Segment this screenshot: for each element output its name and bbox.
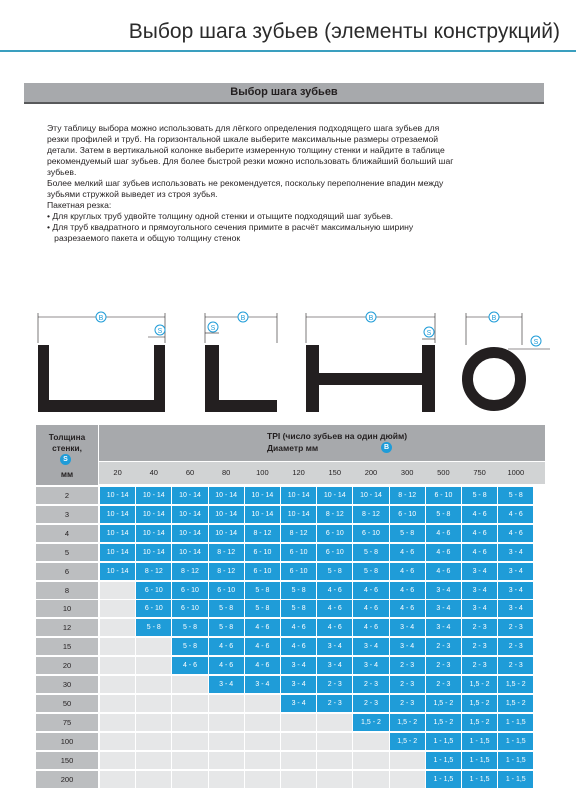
pitch-cell: 5 - 8 — [172, 619, 207, 636]
pitch-cell: 4 - 6 — [281, 638, 316, 655]
pitch-cell: 3 - 4 — [281, 676, 316, 693]
diameter-cell: 750 — [473, 468, 486, 477]
empty-cell — [317, 752, 352, 769]
empty-cell — [353, 733, 388, 750]
pitch-cell: 2 - 3 — [390, 695, 425, 712]
pitch-cell: 3 - 4 — [281, 695, 316, 712]
channel-profile — [38, 312, 165, 412]
pitch-cell: 5 - 8 — [209, 619, 244, 636]
table-row — [36, 563, 545, 581]
intro-line: зубьями стружкой выведет из строя зубья. — [47, 189, 218, 199]
pitch-cell: 5 - 8 — [172, 638, 207, 655]
pitch-cell: 10 - 14 — [100, 525, 135, 542]
empty-cell — [136, 657, 171, 674]
diameter-cell: 40 — [149, 468, 158, 477]
pitch-cell: 1 - 1,5 — [426, 771, 461, 788]
empty-cell — [100, 600, 135, 617]
pitch-cell: 4 - 6 — [390, 563, 425, 580]
pitch-cell: 10 - 14 — [281, 506, 316, 523]
empty-cell — [353, 752, 388, 769]
pitch-cell: 4 - 6 — [281, 619, 316, 636]
pitch-cell: 4 - 6 — [462, 506, 497, 523]
table-row — [36, 619, 545, 637]
pitch-cell: 10 - 14 — [136, 487, 171, 504]
empty-cell — [317, 771, 352, 788]
pitch-cell: 6 - 10 — [209, 582, 244, 599]
pitch-cell: 1 - 1,5 — [498, 714, 533, 731]
empty-cell — [281, 752, 316, 769]
pitch-cell: 4 - 6 — [245, 638, 280, 655]
thickness-cell: 15 — [36, 638, 98, 655]
pitch-cell: 2 - 3 — [353, 676, 388, 693]
pitch-cell: 10 - 14 — [209, 506, 244, 523]
thickness-cell: 2 — [36, 487, 98, 504]
pitch-cell: 4 - 6 — [426, 544, 461, 561]
intro-line: • Для круглых труб удвойте толщину одной стенки и отыщите подходящий шаг зубьев. — [47, 211, 394, 221]
intro-line: • Для труб квадратного и прямоугольного сечения примите в расчёт максимальную ширину — [47, 222, 414, 232]
thickness-header-label: Толщина — [48, 432, 86, 442]
pitch-cell: 2 - 3 — [498, 638, 533, 655]
pitch-cell: 4 - 6 — [426, 525, 461, 542]
intro-line: Более мелкий шаг зубьев использовать не рекомендуется, поскольку переполнение впадин между — [47, 178, 444, 188]
page-title: Выбор шага зубьев (элементы конструкций) — [128, 20, 560, 43]
pitch-cell: 6 - 10 — [172, 600, 207, 617]
empty-cell — [100, 695, 135, 712]
empty-cell — [172, 676, 207, 693]
pitch-cell: 10 - 14 — [136, 544, 171, 561]
pitch-cell: 2 - 3 — [498, 619, 533, 636]
svg-text:B: B — [98, 315, 104, 322]
pitch-cell: 2 - 3 — [426, 657, 461, 674]
pitch-cell: 10 - 14 — [245, 487, 280, 504]
thickness-cell: 75 — [36, 714, 98, 731]
pitch-cell: 6 - 10 — [426, 487, 461, 504]
pitch-cell: 8 - 12 — [136, 563, 171, 580]
diameter-cell: 120 — [292, 468, 305, 477]
empty-cell — [390, 752, 425, 769]
pitch-cell: 4 - 6 — [317, 600, 352, 617]
pitch-cell: 4 - 6 — [353, 619, 388, 636]
pitch-cell: 10 - 14 — [353, 487, 388, 504]
pitch-cell: 1,5 - 2 — [462, 676, 497, 693]
pitch-cell: 6 - 10 — [245, 563, 280, 580]
empty-cell — [209, 714, 244, 731]
empty-cell — [100, 752, 135, 769]
svg-text:S: S — [533, 339, 539, 346]
svg-text:B: B — [240, 315, 246, 322]
pitch-cell: 4 - 6 — [390, 600, 425, 617]
pitch-cell: 3 - 4 — [390, 619, 425, 636]
thickness-header-label: стенки, — [52, 443, 82, 453]
pitch-cell: 5 - 8 — [353, 544, 388, 561]
intro-line: Эту таблицу выбора можно использовать для лёгкого определения подходящего шага зубьев для — [47, 123, 440, 133]
pitch-cell: 4 - 6 — [317, 582, 352, 599]
pitch-cell: 2 - 3 — [390, 676, 425, 693]
pitch-cell: 4 - 6 — [353, 582, 388, 599]
diameter-cell: 20 — [113, 468, 122, 477]
intro-line: рекомендуемый шаг зубьев. Для более быстрой резки можно использовать ближайший больший шаг — [47, 156, 454, 166]
pitch-cell: 3 - 4 — [353, 657, 388, 674]
pitch-cell: 3 - 4 — [209, 676, 244, 693]
table-row — [36, 544, 545, 562]
pitch-cell: 4 - 6 — [462, 525, 497, 542]
table-row — [36, 487, 545, 505]
empty-cell — [136, 638, 171, 655]
pitch-cell: 1,5 - 2 — [462, 695, 497, 712]
pitch-cell: 5 - 8 — [390, 525, 425, 542]
pitch-cell: 1,5 - 2 — [426, 695, 461, 712]
pitch-cell: 3 - 4 — [317, 657, 352, 674]
thickness-cell: 3 — [36, 506, 98, 523]
pitch-cell: 4 - 6 — [209, 638, 244, 655]
pitch-cell: 1,5 - 2 — [353, 714, 388, 731]
empty-cell — [136, 676, 171, 693]
pitch-cell: 3 - 4 — [462, 582, 497, 599]
empty-cell — [100, 657, 135, 674]
pitch-cell: 3 - 4 — [317, 638, 352, 655]
thickness-cell: 12 — [36, 619, 98, 636]
thickness-header — [36, 425, 98, 485]
thickness-cell: 20 — [36, 657, 98, 674]
pitch-cell: 4 - 6 — [390, 544, 425, 561]
empty-cell — [209, 695, 244, 712]
diameter-cell: 80 — [222, 468, 231, 477]
empty-cell — [100, 714, 135, 731]
empty-cell — [172, 714, 207, 731]
pitch-cell: 1,5 - 2 — [498, 695, 533, 712]
pitch-cell: 2 - 3 — [462, 657, 497, 674]
pitch-cell: 8 - 12 — [209, 544, 244, 561]
pitch-cell: 4 - 6 — [317, 619, 352, 636]
table-row — [36, 676, 545, 694]
title-divider — [0, 50, 576, 52]
pitch-cell: 10 - 14 — [172, 544, 207, 561]
table-row — [36, 657, 545, 675]
thickness-cell: 5 — [36, 544, 98, 561]
svg-text:S: S — [157, 328, 163, 335]
pitch-cell: 10 - 14 — [209, 525, 244, 542]
empty-cell — [245, 733, 280, 750]
svg-text:S: S — [426, 330, 432, 337]
intro-line: резки профилей и труб. На горизонтальной шкале выберите максимальные размеры отрезаемой — [47, 134, 439, 144]
pitch-cell: 10 - 14 — [172, 487, 207, 504]
pitch-cell: 5 - 8 — [281, 600, 316, 617]
pitch-cell: 5 - 8 — [462, 487, 497, 504]
empty-cell — [100, 582, 135, 599]
empty-cell — [136, 695, 171, 712]
pitch-cell: 2 - 3 — [426, 638, 461, 655]
pitch-cell: 2 - 3 — [498, 657, 533, 674]
tooth-pitch-table — [36, 425, 545, 789]
table-row — [36, 525, 545, 543]
pitch-cell: 10 - 14 — [317, 487, 352, 504]
pitch-cell: 5 - 8 — [245, 582, 280, 599]
empty-cell — [317, 714, 352, 731]
empty-cell — [281, 771, 316, 788]
tpi-header-label: TPI (число зубьев на один дюйм) — [267, 431, 408, 441]
tube-profile — [466, 312, 550, 406]
pitch-cell: 1,5 - 2 — [390, 714, 425, 731]
table-row — [36, 733, 545, 751]
section-header: Выбор шага зубьев — [24, 83, 544, 104]
pitch-cell: 2 - 3 — [390, 657, 425, 674]
table-row — [36, 638, 545, 656]
table-row — [36, 600, 545, 618]
empty-cell — [100, 771, 135, 788]
pitch-cell: 4 - 6 — [426, 563, 461, 580]
empty-cell — [390, 771, 425, 788]
pitch-cell: 3 - 4 — [462, 600, 497, 617]
pitch-cell: 8 - 12 — [317, 506, 352, 523]
thickness-cell: 8 — [36, 582, 98, 599]
pitch-cell: 3 - 4 — [462, 563, 497, 580]
pitch-cell: 4 - 6 — [172, 657, 207, 674]
pitch-cell: 2 - 3 — [317, 695, 352, 712]
pitch-cell: 1,5 - 2 — [498, 676, 533, 693]
pitch-cell: 3 - 4 — [426, 619, 461, 636]
pitch-cell: 8 - 12 — [172, 563, 207, 580]
pitch-cell: 3 - 4 — [426, 582, 461, 599]
pitch-cell: 10 - 14 — [100, 544, 135, 561]
pitch-cell: 2 - 3 — [462, 619, 497, 636]
pitch-cell: 2 - 3 — [353, 695, 388, 712]
diameter-cell: 150 — [328, 468, 342, 477]
pitch-cell: 4 - 6 — [245, 657, 280, 674]
table-row — [36, 695, 545, 713]
empty-cell — [209, 752, 244, 769]
intro-line: разрезаемого пакета и общую толщину стенок — [47, 233, 241, 243]
pitch-cell: 5 - 8 — [498, 487, 533, 504]
pitch-cell: 1 - 1,5 — [462, 771, 497, 788]
pitch-cell: 6 - 10 — [317, 525, 352, 542]
pitch-cell: 3 - 4 — [426, 600, 461, 617]
empty-cell — [172, 771, 207, 788]
pitch-cell: 1 - 1,5 — [462, 733, 497, 750]
pitch-cell: 2 - 3 — [462, 638, 497, 655]
pitch-cell: 5 - 8 — [245, 600, 280, 617]
pitch-cell: 3 - 4 — [498, 600, 533, 617]
diameter-cell: 1000 — [507, 468, 525, 477]
pitch-cell: 10 - 14 — [136, 525, 171, 542]
intro-line: детали. Затем в вертикальной колонке выберите измеренную толщину стенки и найдите в таблице — [47, 145, 445, 155]
empty-cell — [136, 733, 171, 750]
pitch-cell: 10 - 14 — [100, 563, 135, 580]
pitch-cell: 8 - 12 — [353, 506, 388, 523]
pitch-cell: 3 - 4 — [498, 563, 533, 580]
pitch-cell: 10 - 14 — [100, 506, 135, 523]
diameter-cell: 500 — [437, 468, 450, 477]
empty-cell — [209, 733, 244, 750]
empty-cell — [100, 638, 135, 655]
pitch-cell: 1 - 1,5 — [426, 733, 461, 750]
pitch-cell: 8 - 12 — [390, 487, 425, 504]
pitch-cell: 3 - 4 — [390, 638, 425, 655]
pitch-cell: 10 - 14 — [245, 506, 280, 523]
pitch-cell: 2 - 3 — [426, 676, 461, 693]
thickness-unit: мм — [60, 469, 74, 479]
pitch-cell: 4 - 6 — [498, 525, 533, 542]
diameter-cell: 100 — [256, 468, 269, 477]
thickness-cell: 6 — [36, 563, 98, 580]
thickness-cell: 4 — [36, 525, 98, 542]
diameter-row — [99, 462, 545, 484]
intro-line: Пакетная резка: — [47, 200, 112, 210]
profile-diagrams — [30, 305, 560, 420]
empty-cell — [317, 733, 352, 750]
diameter-header-label: Диаметр мм — [267, 443, 319, 453]
svg-text:B: B — [368, 315, 374, 322]
thickness-cell: 100 — [36, 733, 98, 750]
s-symbol-badge: S — [60, 454, 71, 465]
tpi-header — [99, 425, 545, 461]
pitch-cell: 8 - 12 — [281, 525, 316, 542]
pitch-cell: 8 - 12 — [245, 525, 280, 542]
empty-cell — [209, 771, 244, 788]
pitch-cell: 3 - 4 — [245, 676, 280, 693]
empty-cell — [245, 695, 280, 712]
pitch-cell: 5 - 8 — [426, 506, 461, 523]
pitch-cell: 10 - 14 — [209, 487, 244, 504]
intro-text — [47, 123, 527, 244]
empty-cell — [100, 619, 135, 636]
table-row — [36, 582, 545, 600]
pitch-cell: 6 - 10 — [390, 506, 425, 523]
pitch-cell: 4 - 6 — [462, 544, 497, 561]
pitch-cell: 3 - 4 — [498, 544, 533, 561]
pitch-cell: 3 - 4 — [281, 657, 316, 674]
pitch-cell: 6 - 10 — [281, 563, 316, 580]
pitch-cell: 6 - 10 — [245, 544, 280, 561]
empty-cell — [353, 771, 388, 788]
table-row — [36, 714, 545, 732]
thickness-cell: 50 — [36, 695, 98, 712]
pitch-cell: 6 - 10 — [317, 544, 352, 561]
thickness-cell: 30 — [36, 676, 98, 693]
pitch-cell: 10 - 14 — [100, 487, 135, 504]
pitch-cell: 4 - 6 — [353, 600, 388, 617]
pitch-cell: 6 - 10 — [136, 582, 171, 599]
pitch-cell: 10 - 14 — [172, 506, 207, 523]
empty-cell — [172, 695, 207, 712]
pitch-cell: 6 - 10 — [136, 600, 171, 617]
pitch-cell: 2 - 3 — [317, 676, 352, 693]
pitch-cell: 6 - 10 — [353, 525, 388, 542]
empty-cell — [136, 714, 171, 731]
pitch-cell: 8 - 12 — [209, 563, 244, 580]
pitch-cell: 1 - 1,5 — [498, 752, 533, 769]
empty-cell — [245, 771, 280, 788]
pitch-cell: 10 - 14 — [281, 487, 316, 504]
empty-cell — [281, 714, 316, 731]
thickness-cell: 10 — [36, 600, 98, 617]
pitch-cell: 5 - 8 — [317, 563, 352, 580]
pitch-cell: 5 - 8 — [136, 619, 171, 636]
pitch-cell: 1 - 1,5 — [426, 752, 461, 769]
svg-text:B: B — [491, 315, 497, 322]
empty-cell — [100, 733, 135, 750]
pitch-cell: 4 - 6 — [498, 506, 533, 523]
b-symbol-badge: B — [381, 442, 392, 453]
empty-cell — [245, 714, 280, 731]
empty-cell — [281, 733, 316, 750]
table-row — [36, 506, 545, 524]
diameter-cell: 200 — [364, 468, 378, 477]
svg-text:S: S — [210, 325, 216, 332]
pitch-cell: 4 - 6 — [390, 582, 425, 599]
empty-cell — [136, 771, 171, 788]
pitch-cell: 5 - 8 — [209, 600, 244, 617]
empty-cell — [245, 752, 280, 769]
diameter-cell: 300 — [400, 468, 414, 477]
pitch-cell: 5 - 8 — [353, 563, 388, 580]
pitch-cell: 1 - 1,5 — [498, 771, 533, 788]
pitch-cell: 3 - 4 — [498, 582, 533, 599]
pitch-cell: 3 - 4 — [353, 638, 388, 655]
pitch-cell: 4 - 6 — [209, 657, 244, 674]
pitch-cell: 10 - 14 — [172, 525, 207, 542]
thickness-cell: 200 — [36, 771, 98, 788]
pitch-cell: 1,5 - 2 — [426, 714, 461, 731]
thickness-cell: 150 — [36, 752, 98, 769]
pitch-cell: 1,5 - 2 — [462, 714, 497, 731]
pitch-cell: 5 - 8 — [281, 582, 316, 599]
i-beam-profile — [306, 312, 435, 412]
pitch-cell: 1,5 - 2 — [390, 733, 425, 750]
table-row — [36, 752, 545, 770]
pitch-cell: 1 - 1,5 — [498, 733, 533, 750]
intro-line: зубьев. — [47, 167, 77, 177]
pitch-cell: 10 - 14 — [136, 506, 171, 523]
empty-cell — [172, 752, 207, 769]
pitch-cell: 6 - 10 — [172, 582, 207, 599]
pitch-cell: 4 - 6 — [245, 619, 280, 636]
empty-cell — [136, 752, 171, 769]
diameter-cell: 60 — [185, 468, 195, 477]
pitch-cell: 6 - 10 — [281, 544, 316, 561]
pitch-cell: 1 - 1,5 — [462, 752, 497, 769]
angle-profile — [205, 312, 277, 412]
empty-cell — [172, 733, 207, 750]
empty-cell — [100, 676, 135, 693]
table-row — [36, 771, 545, 789]
